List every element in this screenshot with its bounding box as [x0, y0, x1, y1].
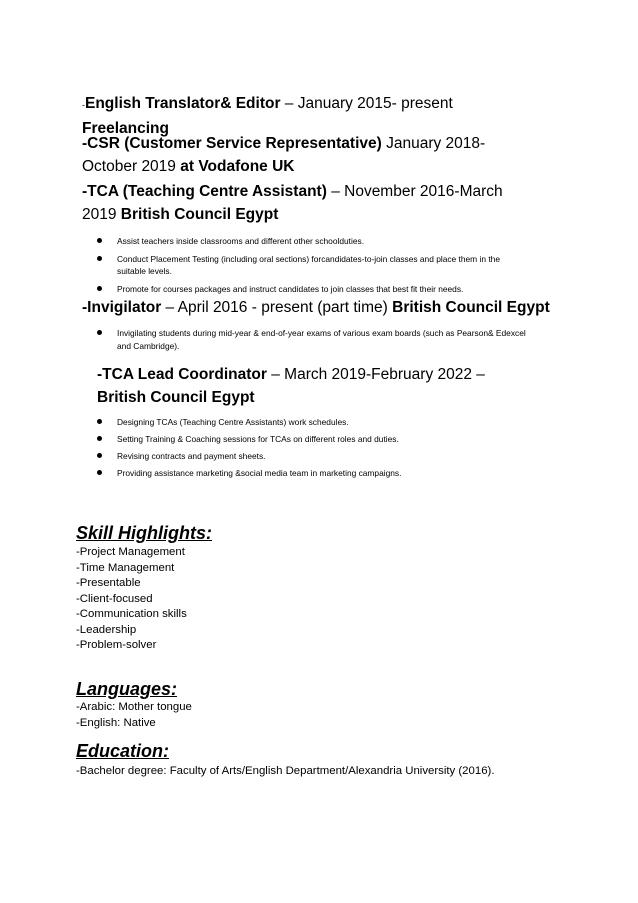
- job-title: Invigilator: [87, 299, 162, 316]
- list-item: -Arabic: Mother tongue: [76, 701, 192, 713]
- skills-heading: Skill Highlights:: [76, 523, 213, 543]
- bullet-icon: [97, 470, 102, 475]
- job-org: British Council Egypt: [392, 299, 550, 316]
- job-dates: – January 2015- present: [280, 95, 453, 112]
- list-item: [96, 450, 526, 463]
- list-item-text: Providing assistance marketing &social media team in marketing campaigns.: [117, 468, 402, 478]
- list-item: -Client-focused: [76, 592, 153, 605]
- list-item: [96, 433, 526, 446]
- bullet-icon: [97, 256, 102, 261]
- bullet-icon: [97, 286, 102, 291]
- job-prefix: -: [82, 135, 88, 152]
- job-org: British Council Egypt: [120, 206, 279, 223]
- list-item: -Leadership: [76, 623, 137, 636]
- job-title: TCA (Teaching Centre Assistant): [87, 183, 327, 200]
- job-dates: January 2018- October 2019: [82, 135, 486, 175]
- list-item-text: Promote for courses packages and instruct candidates to join classes that best fit their needs.: [117, 283, 464, 294]
- education-list: [76, 764, 494, 780]
- bullet-icon: [97, 453, 102, 458]
- list-item: -Project Management: [76, 546, 185, 558]
- job-entry-lead-coordinator: [97, 363, 529, 409]
- list-item-text: Invigilating students during mid-year & end-of-year exams of various exam boards (such as Pearson& Edexcel and Cambridge).: [117, 328, 526, 351]
- list-item: -Presentable: [76, 577, 141, 589]
- list-item: -English: Native: [76, 716, 156, 729]
- job-entry-csr: [82, 132, 530, 178]
- job-dates: – March 2019-February 2022 –: [266, 366, 485, 383]
- bullet-icon: [97, 238, 102, 243]
- skills-list: [76, 545, 187, 654]
- list-item: [96, 416, 526, 429]
- tca-duties-list: [96, 235, 526, 299]
- list-item: [96, 235, 526, 248]
- job-dates: – November 2016-March 2019: [82, 183, 503, 223]
- list-item: -Problem-solver: [76, 639, 157, 651]
- languages-heading: Languages:: [76, 679, 178, 699]
- job-title: TCA Lead Coordinator: [102, 366, 267, 383]
- invigilator-duties-list: [96, 327, 526, 356]
- list-item: [96, 327, 526, 352]
- job-entry-tca: [82, 180, 526, 226]
- job-prefix: -: [82, 299, 88, 316]
- job-dates: – April 2016 - present (part time): [161, 299, 393, 316]
- list-item: -Communication skills: [76, 608, 187, 620]
- list-item: -Bachelor degree: Faculty of Arts/English Department/Alexandria University (2016).: [76, 765, 495, 777]
- job-prefix: -: [82, 183, 88, 200]
- job-entry-invigilator: [82, 296, 552, 319]
- list-item-text: Revising contracts and payment sheets.: [117, 451, 266, 461]
- list-item-text: Conduct Placement Testing (including oral sections) forcandidates-to-join classes and place them in the suitable levels.: [117, 253, 500, 276]
- job-title: English Translator& Editor: [85, 95, 281, 112]
- job-org: Freelancing: [82, 120, 169, 137]
- education-heading: Education:: [76, 741, 169, 761]
- job-prefix: -: [97, 366, 103, 383]
- list-item-text: Setting Training & Coaching sessions for TCAs on different roles and duties.: [117, 434, 399, 444]
- bullet-icon: [97, 330, 102, 335]
- list-item: [96, 467, 526, 480]
- bullet-icon: [97, 419, 102, 424]
- bullet-icon: [97, 436, 102, 441]
- list-item-text: Assist teachers inside classrooms and different other schoolduties.: [117, 236, 365, 246]
- list-item: [96, 283, 526, 296]
- job-prefix: -: [82, 100, 85, 110]
- job-org: British Council Egypt: [97, 389, 255, 406]
- job-title: CSR (Customer Service Representative): [87, 135, 382, 152]
- lead-duties-list: [96, 416, 526, 484]
- job-org: at Vodafone UK: [180, 158, 295, 175]
- list-item-text: Designing TCAs (Teaching Centre Assistants) work schedules.: [117, 417, 349, 427]
- languages-list: [76, 700, 192, 731]
- list-item: [96, 253, 526, 278]
- list-item: -Time Management: [76, 561, 175, 574]
